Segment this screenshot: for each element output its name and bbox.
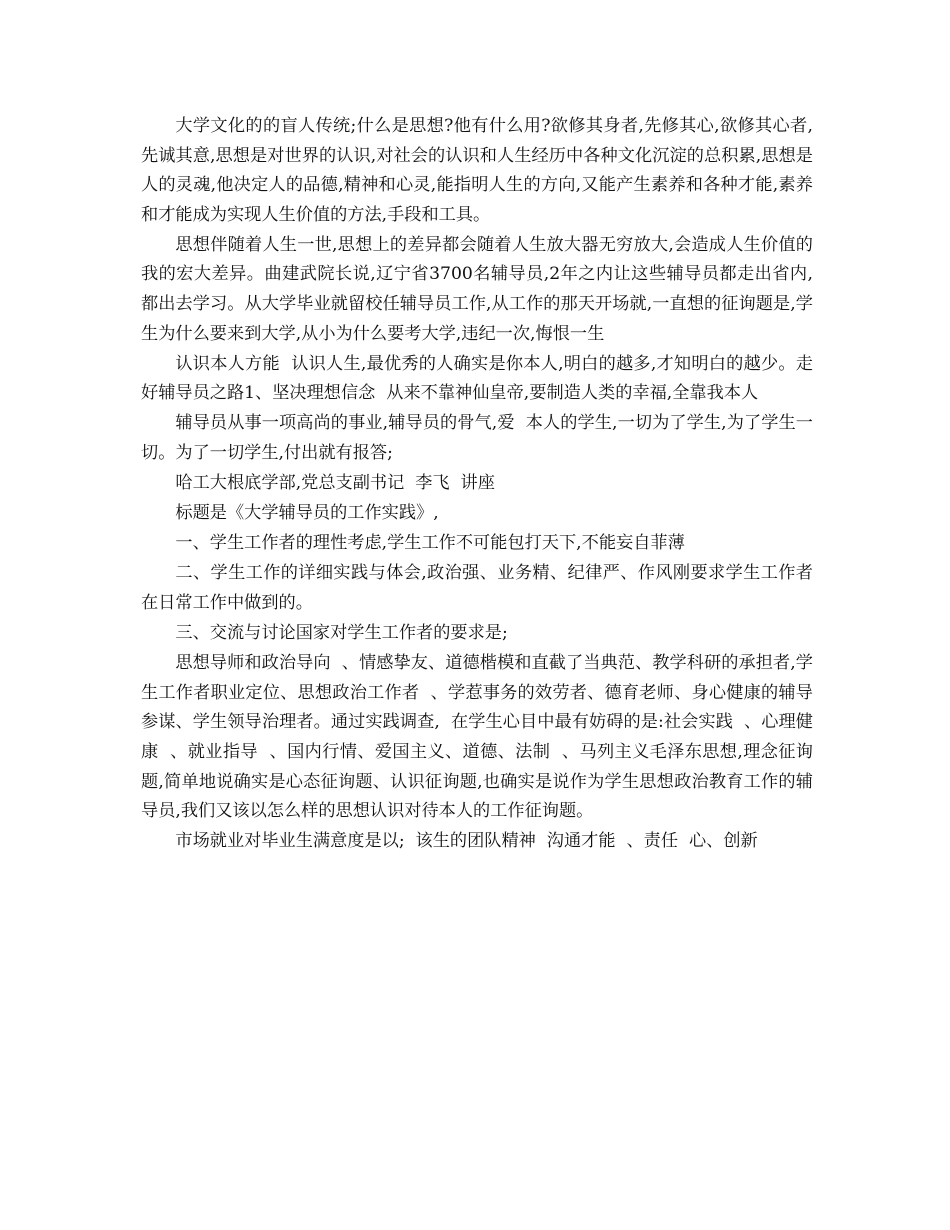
paragraph-9: 三、交流与讨论国家对学生工作者的要求是; bbox=[175, 623, 508, 644]
paragraph-11: 市场就业对毕业生满意度是以; 该生的团队精神 沟通才能 、责任 心、创新 bbox=[175, 831, 758, 852]
paragraph-3: 认识本人方能 认识人生,最优秀的人确实是你本人,明白的越多,才知明白的越少。走好辅导员之路1、坚决理想信念 从来不靠神仙皇帝,要制造人类的幸福,全靠我本人 bbox=[141, 353, 813, 404]
paragraph-2: 思想伴随着人生一世,思想上的差异都会随着人生放大器无穷放大,会造成人生价值的我的宏大差异。曲建武院长说,辽宁省3700名辅导员,2年之内让这些辅导员都走出省内,都出去学习。从大学毕业就留校任辅导员工作,从工作的那天开场就,一直想的征询题是,学生为什么要来到大学,从小为什么要考大学,违纪一次,悔恨一生 bbox=[141, 234, 813, 344]
document-page bbox=[141, 112, 813, 857]
paragraph-10: 思想导师和政治导向 、情感挚友、道德楷模和直截了当典范、教学科研的承担者,学生工作者职业定位、思想政治工作者 、学惹事务的效劳者、德育老师、身心健康的辅导参谋、学生领导治理者。通过实践调查, 在学生心目中最有妨碍的是:社会实践 、心理健康 、就业指导 、国内行情、爱国主义、道德、法制 、马列主义毛泽东思想,理念征询题,简单地说确实是心态征询题、认识征询题,也确实是说作为学生思想政治教育工作的辅导员,我们又该以怎么样的思想认识对待本人的工作征询题。 bbox=[141, 653, 813, 822]
paragraph-1: 大学文化的的盲人传统;什么是思想?他有什么用?欲修其身者,先修其心,欲修其心者,先诚其意,思想是对世界的认识,对社会的认识和人生经历中各种文化沉淀的总积累,思想是人的灵魂,他决定人的品德,精神和心灵,能指明人生的方向,又能产生素养和各种才能,素养和才能成为实现人生价值的方法,手段和工具。 bbox=[141, 116, 813, 225]
paragraph-4: 辅导员从事一项高尚的事业,辅导员的骨气,爱 本人的学生,一切为了学生,为了学生一切。为了一切学生,付出就有报答; bbox=[141, 413, 813, 464]
paragraph-6: 标题是《大学辅导员的工作实践》, bbox=[175, 503, 439, 524]
paragraph-8: 二、学生工作的详细实践与体会,政治强、业务精、纪律严、作风刚要求学生工作者在日常工作中做到的。 bbox=[141, 563, 813, 613]
paragraph-7: 一、学生工作者的理性考虑,学生工作不可能包打天下,不能妄自菲薄 bbox=[175, 533, 685, 554]
paragraph-5: 哈工大根底学部,党总支副书记 李飞 讲座 bbox=[175, 473, 495, 494]
